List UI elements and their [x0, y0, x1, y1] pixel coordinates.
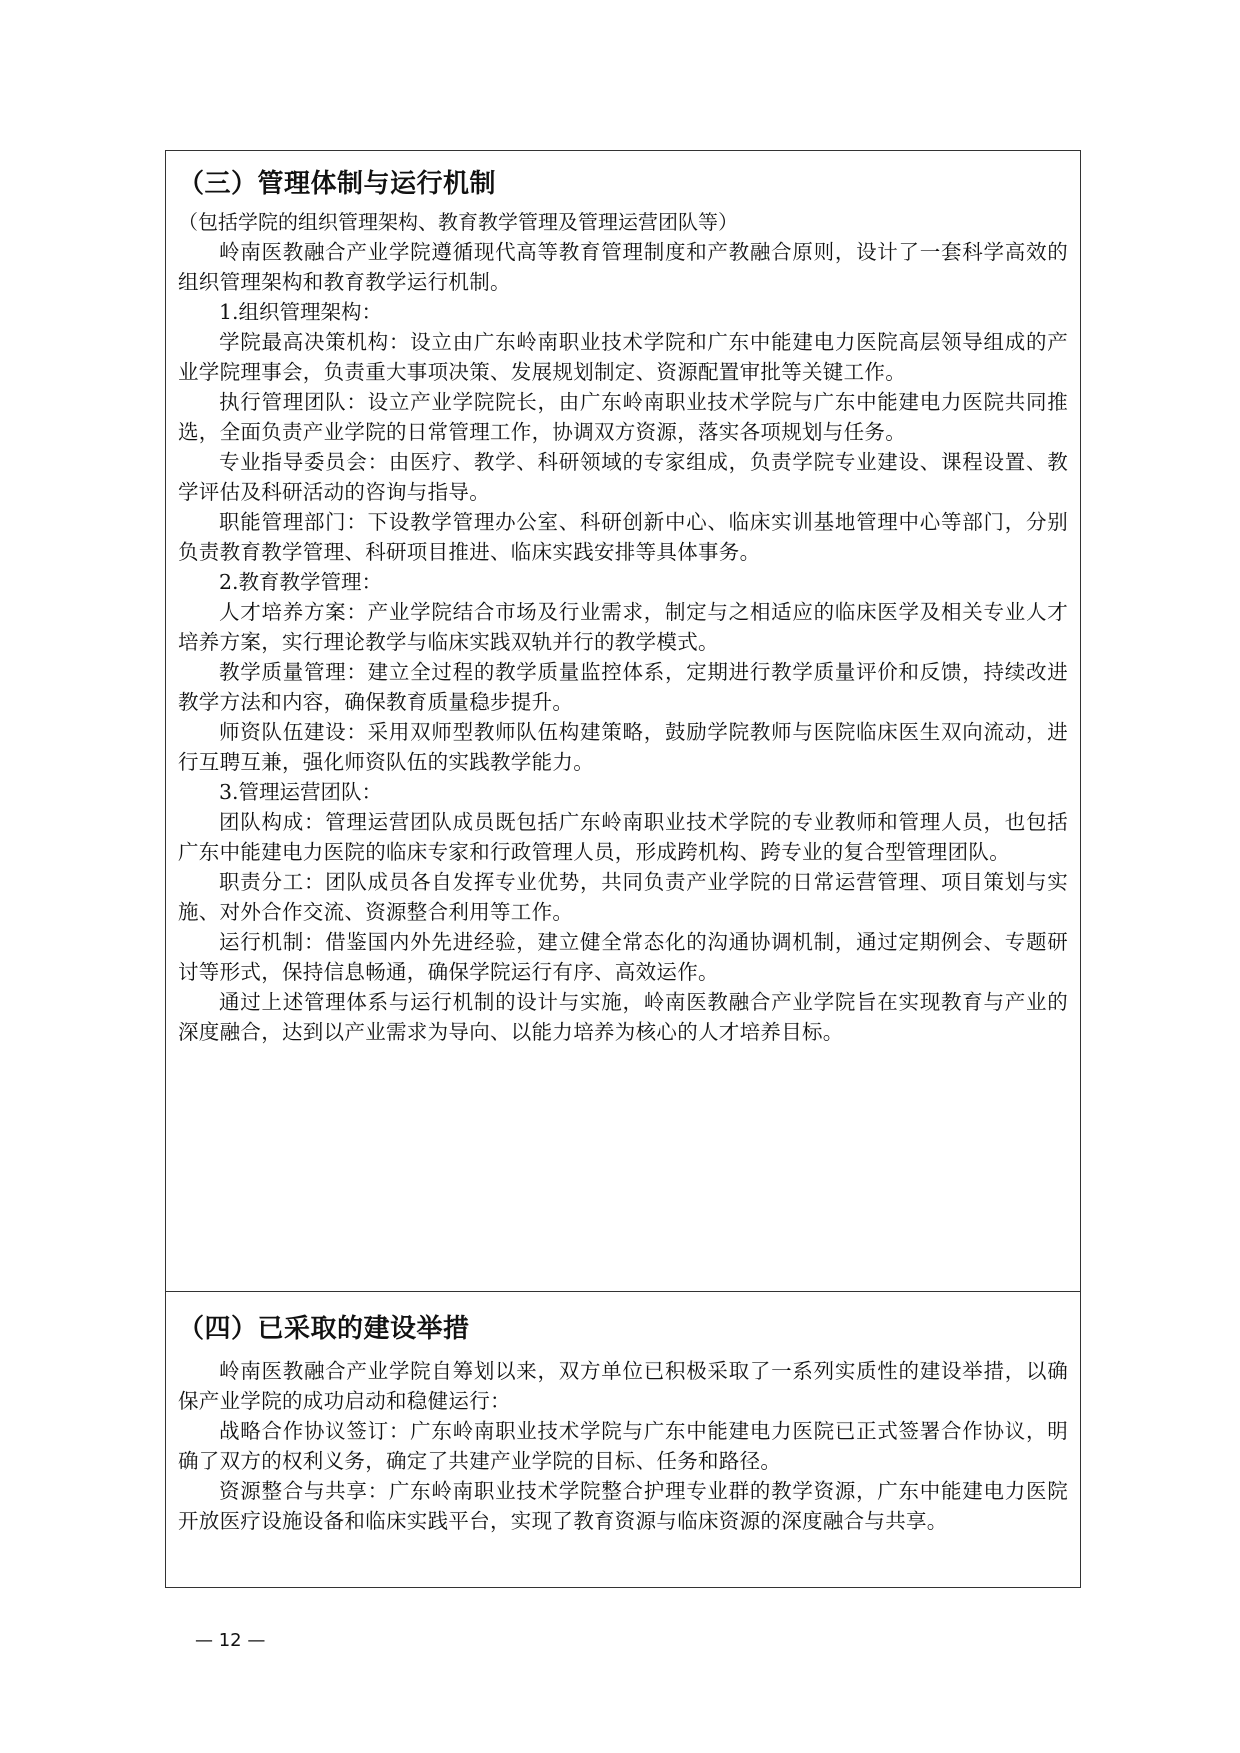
paragraph-functional-departments: 职能管理部门：下设教学管理办公室、科研创新中心、临床实训基地管理中心等部门，分别负责教育教学管理、科研项目推进、临床实践安排等具体事务。 — [178, 510, 1068, 564]
section-3-intro: 岭南医教融合产业学院遵循现代高等教育管理制度和产教融合原则，设计了一套科学高效的组织管理架构和教育教学运行机制。 — [178, 240, 1068, 294]
content-table — [165, 150, 1081, 1588]
section-4-cell — [166, 1292, 1080, 1587]
paragraph-team-composition: 团队构成：管理运营团队成员既包括广东岭南职业技术学院的专业教师和管理人员，也包括广东中能建电力医院的临床专家和行政管理人员，形成跨机构、跨专业的复合型管理团队。 — [178, 810, 1068, 864]
paragraph-strategic-agreement: 战略合作协议签订：广东岭南职业技术学院与广东中能建电力医院已正式签署合作协议，明确了双方的权利义务，确定了共建产业学院的目标、任务和路径。 — [178, 1419, 1068, 1473]
section-4-heading: （四）已采取的建设举措 — [178, 1314, 470, 1344]
paragraph-faculty-building: 师资队伍建设：采用双师型教师队伍构建策略，鼓励学院教师与医院临床医生双向流动，进行互聘互兼，强化师资队伍的实践教学能力。 — [178, 720, 1068, 774]
subheading-operations-team: 3.管理运营团队： — [219, 780, 383, 804]
subheading-org-structure: 1.组织管理架构： — [219, 300, 383, 324]
subheading-teaching-management: 2.教育教学管理： — [219, 570, 383, 594]
page-number: — 12 — — [195, 1630, 266, 1651]
paragraph-operating-mechanism: 运行机制：借鉴国内外先进经验，建立健全常态化的沟通协调机制，通过定期例会、专题研讨等形式，保持信息畅通，确保学院运行有序、高效运作。 — [178, 930, 1068, 984]
paragraph-quality-management: 教学质量管理：建立全过程的教学质量监控体系，定期进行教学质量评价和反馈，持续改进教学方法和内容，确保教育质量稳步提升。 — [178, 660, 1068, 714]
paragraph-decision-body: 学院最高决策机构：设立由广东岭南职业技术学院和广东中能建电力医院高层领导组成的产业学院理事会，负责重大事项决策、发展规划制定、资源配置审批等关键工作。 — [178, 330, 1068, 384]
section-3-cell — [166, 151, 1080, 1292]
section-4-intro: 岭南医教融合产业学院自筹划以来，双方单位已积极采取了一系列实质性的建设举措，以确保产业学院的成功启动和稳健运行： — [178, 1359, 1068, 1413]
paragraph-executive-team: 执行管理团队：设立产业学院院长，由广东岭南职业技术学院与广东中能建电力医院共同推选，全面负责产业学院的日常管理工作，协调双方资源，落实各项规划与任务。 — [178, 390, 1068, 444]
paragraph-resource-sharing: 资源整合与共享：广东岭南职业技术学院整合护理专业群的教学资源，广东中能建电力医院开放医疗设施设备和临床实践平台，实现了教育资源与临床资源的深度融合与共享。 — [178, 1479, 1068, 1533]
paragraph-advisory-committee: 专业指导委员会：由医疗、教学、科研领域的专家组成，负责学院专业建设、课程设置、教学评估及科研活动的咨询与指导。 — [178, 450, 1068, 504]
section-3-heading: （三）管理体制与运行机制 — [178, 169, 497, 199]
section-3-note: （包括学院的组织管理架构、教育教学管理及管理运营团队等） — [178, 210, 738, 234]
paragraph-conclusion: 通过上述管理体系与运行机制的设计与实施，岭南医教融合产业学院旨在实现教育与产业的深度融合，达到以产业需求为导向、以能力培养为核心的人才培养目标。 — [178, 990, 1068, 1044]
paragraph-training-plan: 人才培养方案：产业学院结合市场及行业需求，制定与之相适应的临床医学及相关专业人才培养方案，实行理论教学与临床实践双轨并行的教学模式。 — [178, 600, 1068, 654]
paragraph-responsibilities: 职责分工：团队成员各自发挥专业优势，共同负责产业学院的日常运营管理、项目策划与实施、对外合作交流、资源整合利用等工作。 — [178, 870, 1068, 924]
